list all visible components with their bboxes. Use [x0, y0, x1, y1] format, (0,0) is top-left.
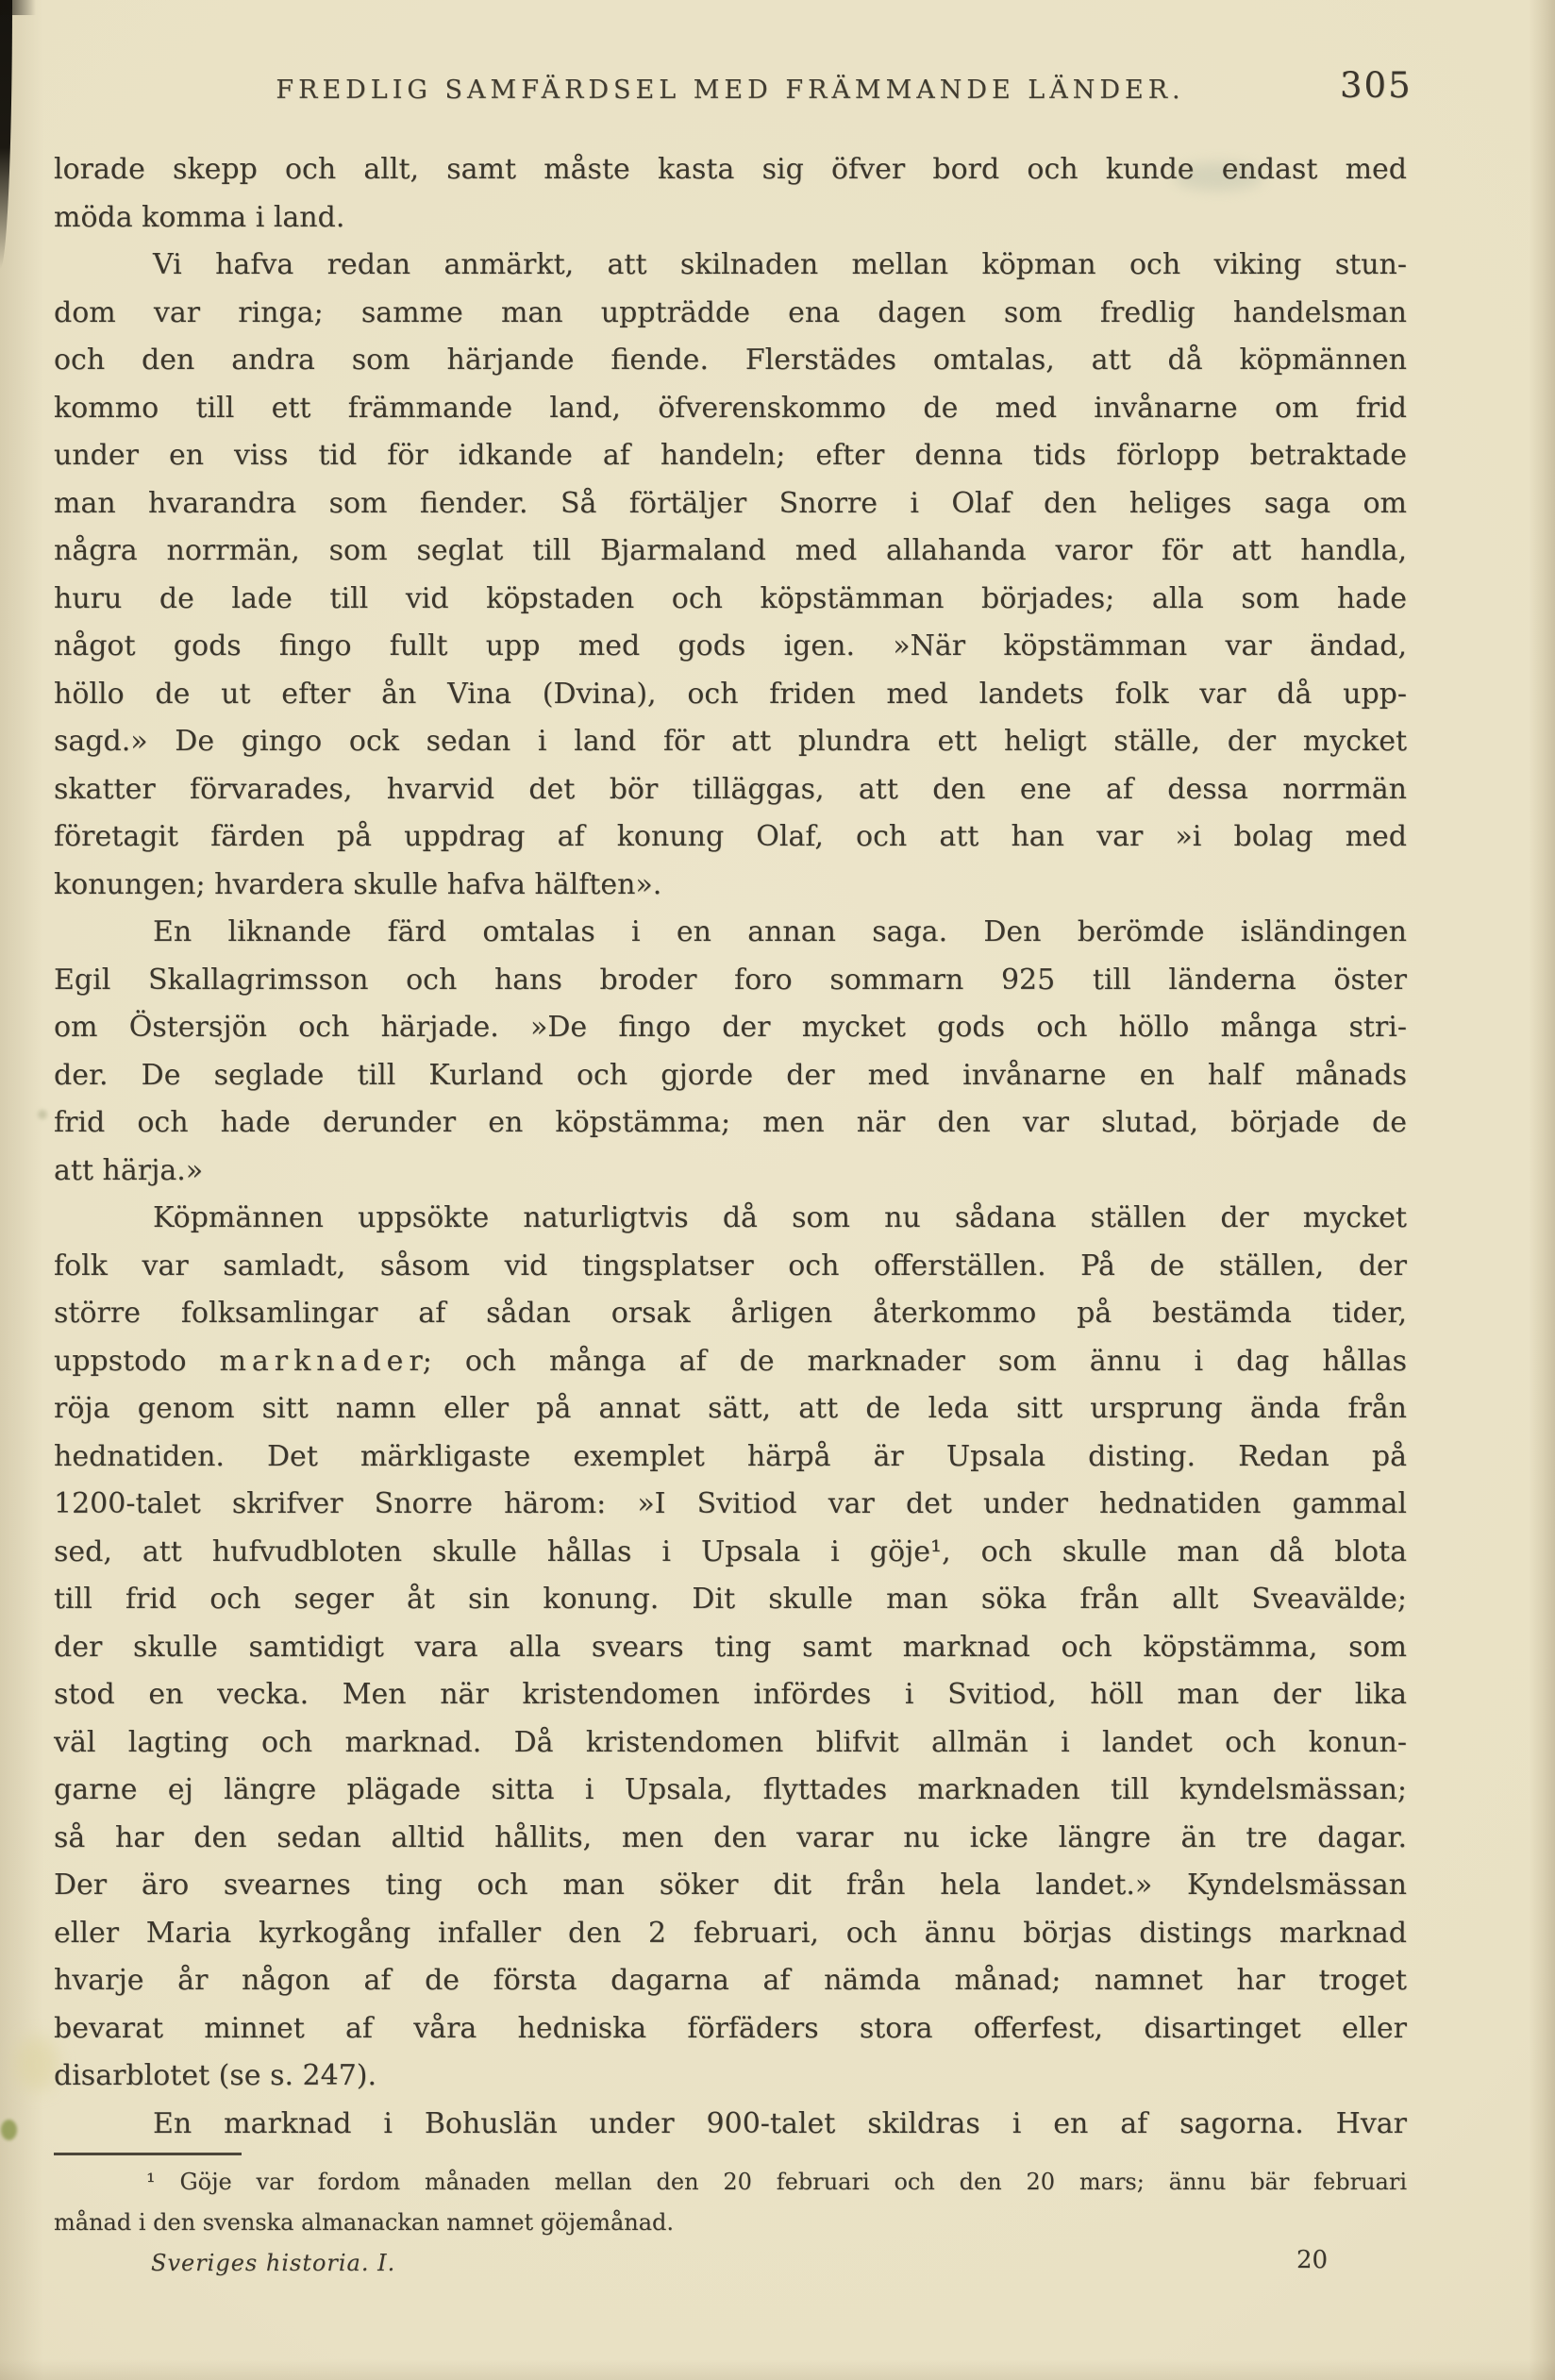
text-line: dom var ringa; samme man uppträdde ena dagen som fredlig handelsman	[54, 295, 1407, 329]
text-line: företagit färden på uppdrag af konung Olaf, och att han var »i bolag med	[54, 820, 1407, 853]
text-line: hvarje år någon af de första dagarna af nämda månad; namnet har troget	[54, 1964, 1407, 1997]
text-line: om Östersjön och härjade. »De fingo der mycket gods och höllo många stri-	[54, 1011, 1407, 1044]
text-line: röja genom sitt namn eller på annat sätt, att de leda sitt ursprung ända från	[54, 1392, 1407, 1425]
text-line: sed, att hufvudbloten skulle hållas i Upsala i göje¹, och skulle man då blota	[54, 1534, 1407, 1568]
text-line: månad i den svenska almanackan namnet göjemånad.	[54, 2209, 675, 2236]
paper-stain-green	[1, 2120, 17, 2140]
text-line: frid och hade derunder en köpstämma; men när den var slutad, började de	[54, 1106, 1407, 1139]
text-line: stod en vecka. Men när kristendomen infördes i Svitiod, höll man der lika	[54, 1678, 1407, 1711]
text-line: och den andra som härjande fiende. Flerstädes omtalas, att då köpmännen	[54, 344, 1407, 377]
page-number: 305	[1340, 65, 1413, 106]
text-line: En liknande färd omtalas i en annan saga. Den berömde isländingen	[153, 915, 1407, 948]
text-line: eller Maria kyrkogång infaller den 2 februari, och ännu börjas distings marknad	[54, 1916, 1407, 1950]
text-line: några norrmän, som seglat till Bjarmaland med allahanda varor för att handla,	[54, 534, 1407, 567]
text-line: Egil Skallagrimsson och hans broder foro sommarn 925 till länderna öster	[54, 963, 1407, 997]
text-line: kommo till ett främmande land, öfverenskommo de med invånarne om frid	[54, 391, 1407, 425]
text-line: under en viss tid för idkande af handeln; efter denna tids förlopp betraktade	[54, 439, 1407, 472]
running-head: FREDLIG SAMFÄRDSEL MED FRÄMMANDE LÄNDER.	[276, 75, 1185, 105]
paper-stain-pale	[15, 2036, 59, 2091]
text-line: lorade skepp och allt, samt måste kasta sig öfver bord och kunde endast med	[54, 153, 1407, 186]
text-line: uppstodo m a r k n a d e r; och många af de marknader som ännu i dag hållas	[54, 1344, 1407, 1378]
text-line: Vi hafva redan anmärkt, att skilnaden mellan köpman och viking stun-	[153, 248, 1407, 281]
footnote	[54, 2162, 1407, 2243]
text-line: En marknad i Bohuslän under 900-talet skildras i en af sagorna. Hvar	[153, 2106, 1407, 2140]
text-line: större folksamlingar af sådan orsak årligen återkommo på bestämda tider,	[54, 1297, 1407, 1330]
text-line: man hvarandra som fiender. Så förtäljer Snorre i Olaf den heliges saga om	[54, 486, 1407, 520]
text-line: sagd.» De gingo ock sedan i land för att plundra ett heligt ställe, der mycket	[54, 725, 1407, 758]
text-line: skatter förvarades, hvarvid det bör tilläggas, att den ene af dessa norrmän	[54, 772, 1407, 806]
page-bottom-edge-shading	[0, 2359, 1555, 2380]
page-left-edge-shading	[0, 0, 43, 2380]
text-line: konungen; hvardera skulle hafva hälften».	[54, 867, 662, 901]
text-line: garne ej längre plägade sitta i Upsala, flyttades marknaden till kyndelsmässan;	[54, 1773, 1407, 1806]
text-line: hednatiden. Det märkligaste exemplet härpå är Upsala disting. Redan på	[54, 1439, 1407, 1473]
text-line: der. De seglade till Kurland och gjorde der med invånarne en half månads	[54, 1058, 1407, 1092]
text-line: huru de lade till vid köpstaden och köpstämman börjades; alla som hade	[54, 581, 1407, 615]
text-line: Köpmännen uppsökte naturligtvis då som nu sådana ställen der mycket	[153, 1201, 1407, 1234]
text-line: bevarat minnet af våra hedniska förfäders stora offerfest, disartinget eller	[54, 2011, 1407, 2045]
text-line: att härja.»	[54, 1153, 204, 1187]
footnote-rule	[54, 2153, 242, 2155]
text-line: 1200-talet skrifver Snorre härom: »I Svitiod var det under hednatiden gammal	[54, 1487, 1407, 1520]
page-right-edge-shading	[1529, 0, 1555, 2380]
text-line: till frid och seger åt sin konung. Dit skulle man söka från allt Sveavälde;	[54, 1583, 1407, 1616]
text-line: der skulle samtidigt vara alla svears ting samt marknad och köpstämma, som	[54, 1630, 1407, 1664]
printer-signature: 20	[1296, 2246, 1329, 2274]
text-line: möda komma i land.	[54, 200, 345, 234]
text-line: något gods fingo fullt upp med gods igen. »När köpstämman var ändad,	[54, 629, 1407, 662]
paper-stain-dot	[38, 1110, 47, 1119]
work-title: Sveriges historia. I.	[151, 2250, 396, 2276]
text-line: ¹ Göje var fordom månaden mellan den 20 februari och den 20 mars; ännu bär februari	[146, 2169, 1407, 2195]
body-text	[54, 146, 1407, 2148]
text-line: folk var samladt, såsom vid tingsplatser och offerställen. På de ställen, der	[54, 1249, 1407, 1282]
text-line: disarblotet (se s. 247).	[54, 2059, 377, 2092]
text-line: höllo de ut efter ån Vina (Dvina), och friden med landets folk var då upp-	[54, 677, 1407, 711]
text-line: väl lagting och marknad. Då kristendomen blifvit allmän i landet och konun-	[54, 1725, 1407, 1759]
scan-corner-artifact	[0, 0, 36, 15]
text-line: så har den sedan alltid hållits, men den varar nu icke längre än tre dagar.	[54, 1820, 1407, 1854]
text-line: Der äro svearnes ting och man söker dit från hela landet.» Kyndelsmässan	[54, 1869, 1407, 1902]
